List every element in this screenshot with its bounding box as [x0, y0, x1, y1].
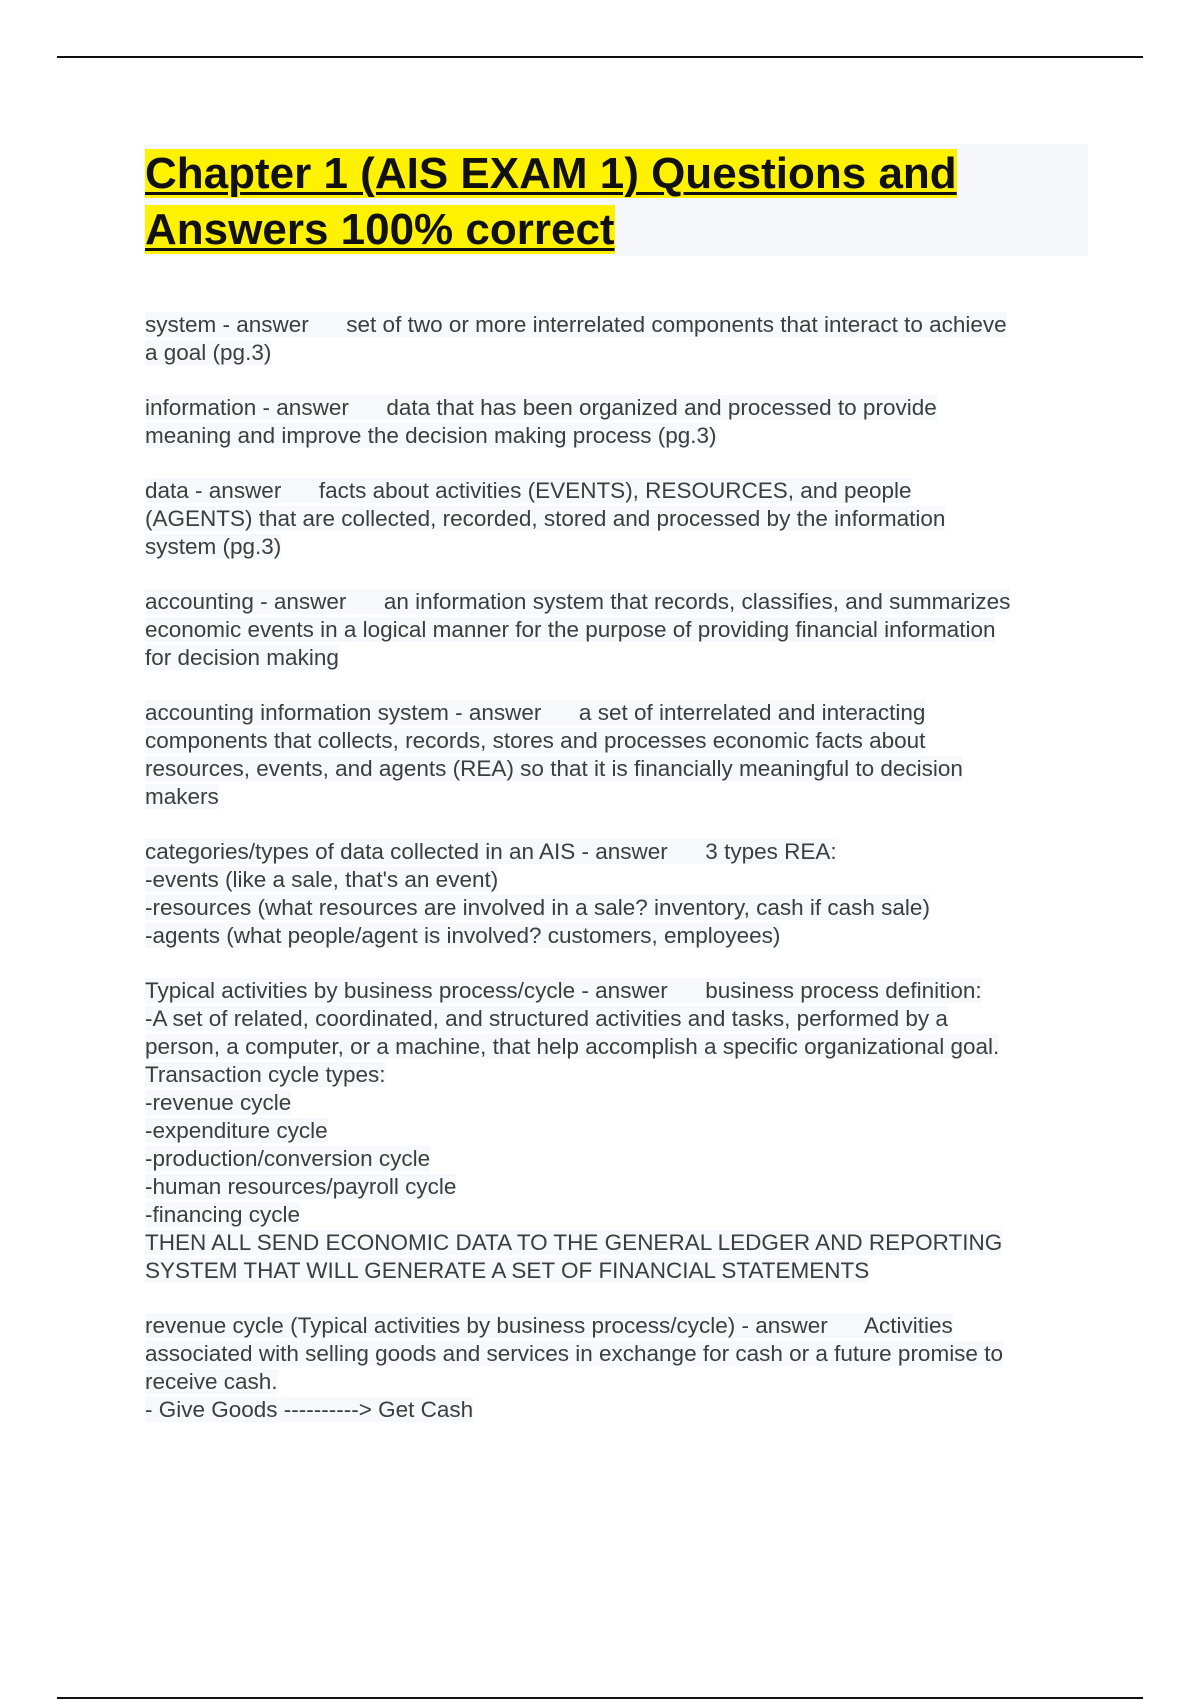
- qa-entry-text: meaning and improve the decision making process (pg.3): [145, 423, 717, 448]
- qa-entry-line: [145, 644, 1085, 672]
- bottom-rule: [57, 1697, 1143, 1699]
- qa-entry-line: [145, 477, 1085, 505]
- qa-entry-line: [145, 1340, 1085, 1368]
- qa-entry-text: (AGENTS) that are collected, recorded, stored and processed by the information: [145, 506, 946, 531]
- qa-entry-text: Typical activities by business process/cycle - answer business process definition:: [145, 978, 982, 1003]
- top-rule: [57, 56, 1143, 58]
- qa-entry-text: system (pg.3): [145, 534, 282, 559]
- qa-entry-text: components that collects, records, stores and processes economic facts about: [145, 728, 926, 753]
- qa-entry-text: -A set of related, coordinated, and structured activities and tasks, performed by a: [145, 1006, 948, 1031]
- qa-entry-text: -financing cycle: [145, 1202, 301, 1227]
- qa-entry-line: [145, 1089, 1085, 1117]
- qa-entry-text: a goal (pg.3): [145, 340, 272, 365]
- qa-entry-line: [145, 1201, 1085, 1229]
- qa-entry-line: [145, 1229, 1085, 1257]
- qa-entry-line: [145, 533, 1085, 561]
- qa-entry-text: data - answer facts about activities (EVENTS), RESOURCES, and people: [145, 478, 912, 503]
- qa-entry-text: associated with selling goods and services in exchange for cash or a future promise to: [145, 1341, 1003, 1366]
- qa-entry-line: [145, 1145, 1085, 1173]
- qa-entry-text: person, a computer, or a machine, that help accomplish a specific organizational goal.: [145, 1034, 1000, 1059]
- qa-entry-line: [145, 699, 1085, 727]
- qa-entry-line: [145, 1061, 1085, 1089]
- qa-entry-line: [145, 422, 1085, 450]
- qa-entry-text: -expenditure cycle: [145, 1118, 328, 1143]
- qa-entry-line: [145, 727, 1085, 755]
- qa-entry-line: [145, 783, 1085, 811]
- qa-entry-line: [145, 977, 1085, 1005]
- qa-entry-line: [145, 1005, 1085, 1033]
- qa-entry: [145, 477, 1085, 561]
- qa-entry-text: makers: [145, 784, 219, 809]
- qa-entry-line: [145, 894, 1085, 922]
- qa-entry-line: [145, 616, 1085, 644]
- qa-entry: [145, 1312, 1085, 1424]
- qa-entry-line: [145, 311, 1085, 339]
- qa-entry-text: receive cash.: [145, 1369, 278, 1394]
- qa-entry-text: -agents (what people/agent is involved? customers, employees): [145, 923, 781, 948]
- qa-entry-text: THEN ALL SEND ECONOMIC DATA TO THE GENERAL LEDGER AND REPORTING: [145, 1230, 1003, 1255]
- qa-entry: [145, 699, 1085, 811]
- qa-entry-text: accounting information system - answer a set of interrelated and interacting: [145, 700, 926, 725]
- qa-entry-text: revenue cycle (Typical activities by business process/cycle) - answer Activities: [145, 1313, 953, 1338]
- qa-entry-line: [145, 838, 1085, 866]
- qa-entry-text: system - answer set of two or more interrelated components that interact to achieve: [145, 312, 1007, 337]
- qa-entry-text: accounting - answer an information system that records, classifies, and summarizes: [145, 589, 1011, 614]
- qa-entry-text: -events (like a sale, that's an event): [145, 867, 499, 892]
- qa-entry: [145, 311, 1085, 367]
- qa-entry-line: [145, 1117, 1085, 1145]
- qa-entry-text: categories/types of data collected in an AIS - answer 3 types REA:: [145, 839, 837, 864]
- document-title-line-2: Answers 100% correct: [145, 205, 615, 254]
- qa-entry: [145, 977, 1085, 1285]
- qa-entry-text: information - answer data that has been organized and processed to provide: [145, 395, 937, 420]
- qa-entry-list: [145, 311, 1085, 1451]
- qa-entry-line: [145, 588, 1085, 616]
- qa-entry-line: [145, 1257, 1085, 1285]
- qa-entry-text: -revenue cycle: [145, 1090, 292, 1115]
- qa-entry: [145, 394, 1085, 450]
- qa-entry-text: economic events in a logical manner for the purpose of providing financial information: [145, 617, 996, 642]
- qa-entry-text: -human resources/payroll cycle: [145, 1174, 457, 1199]
- qa-entry-line: [145, 505, 1085, 533]
- qa-entry-text: -resources (what resources are involved in a sale? inventory, cash if cash sale): [145, 895, 930, 920]
- qa-entry-line: [145, 922, 1085, 950]
- qa-entry-text: -production/conversion cycle: [145, 1146, 431, 1171]
- qa-entry-line: [145, 866, 1085, 894]
- qa-entry-line: [145, 1396, 1085, 1424]
- qa-entry-line: [145, 1368, 1085, 1396]
- qa-entry-text: for decision making: [145, 645, 339, 670]
- qa-entry-line: [145, 394, 1085, 422]
- qa-entry-line: [145, 339, 1085, 367]
- qa-entry-line: [145, 1033, 1085, 1061]
- qa-entry-text: resources, events, and agents (REA) so that it is financially meaningful to decision: [145, 756, 963, 781]
- qa-entry-line: [145, 755, 1085, 783]
- qa-entry-text: Transaction cycle types:: [145, 1062, 386, 1087]
- qa-entry: [145, 588, 1085, 672]
- document-title-line-1: Chapter 1 (AIS EXAM 1) Questions and: [145, 149, 957, 198]
- qa-entry-line: [145, 1312, 1085, 1340]
- qa-entry: [145, 838, 1085, 950]
- qa-entry-text: - Give Goods ----------> Get Cash: [145, 1397, 474, 1422]
- qa-entry-text: SYSTEM THAT WILL GENERATE A SET OF FINANCIAL STATEMENTS: [145, 1258, 870, 1283]
- qa-entry-line: [145, 1173, 1085, 1201]
